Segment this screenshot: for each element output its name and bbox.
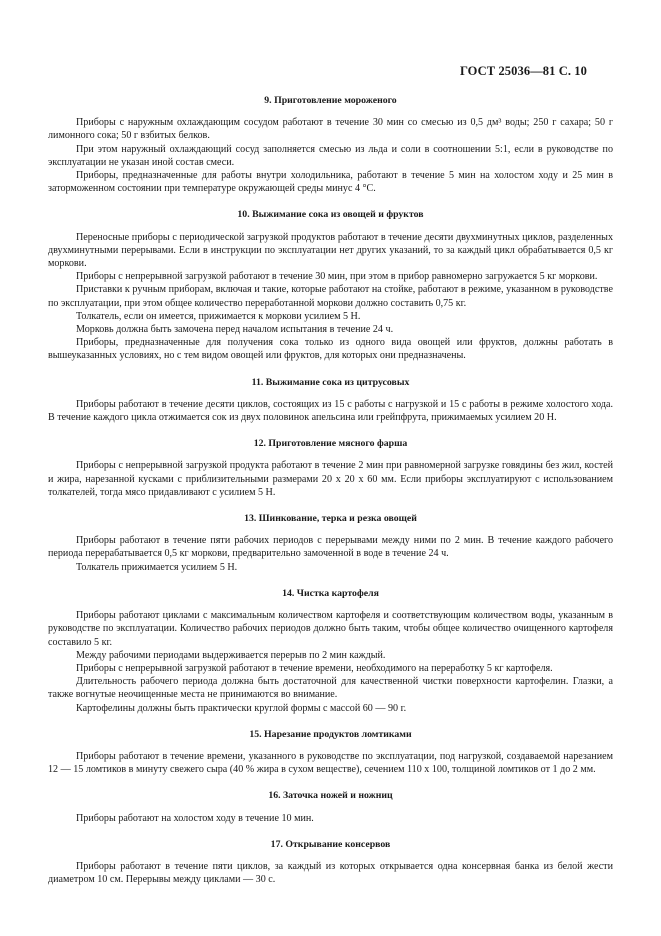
paragraph: Приборы с непрерывной загрузкой работают в течение 30 мин, при этом в прибор равномерно загружается 5 кг моркови. [76,271,598,283]
paragraph: При этом наружный охлаждающий сосуд заполняется смесью из льда и соли в соотношении 5:1, если в руководстве по эксплуатации не указан иной состав смеси. [48,143,613,168]
paragraph: Картофелины должны быть практически круглой формы с массой 60 — 90 г. [76,702,407,714]
section-title: 11. Выжимание сока из цитрусовых [251,376,410,388]
section [48,728,613,777]
section-title: 16. Заточка ножей и ножниц [268,790,393,802]
section-title: 9. Приготовление мороженого [264,95,397,106]
section-title: 17. Открывание консервов [270,838,391,850]
paragraph: Между рабочими периодами выдерживается перерыв по 2 мин каждый. [76,649,386,661]
paragraph: Толкатель прижимается усилием 5 Н. [76,561,238,573]
section-title: 14. Чистка картофеля [282,587,379,599]
section-title: 10. Выжимание сока из овощей и фруктов [237,209,424,221]
paragraph: Длительность рабочего периода должна быть достаточной для качественной чистки поверхности картофелин. Глазки, а также вогнутые неочищенные места не принимаются во внимание. [48,676,613,701]
paragraph: Приборы работают в течение времени, указанного в руководстве по эксплуатации, под нагрузкой, создаваемой нарезанием 12 — 15 ломтиков в минуту свежего сыра (40 % жира в сухом веществе), сечением 110 х 100, толщиной ломтиков от 1 до 2 мм. [48,750,613,776]
section-title: 12. Приготовление мясного фарша [253,438,408,450]
paragraph: Приборы с непрерывной загрузкой работают в течение времени, необходимого на переработку 5 кг картофеля. [76,662,553,674]
paragraph: Приборы работают в течение десяти циклов, состоящих из 15 с работы с нагрузкой и 15 с работы в режиме холостого хода. В течение каждого цикла отжимается сок из двух половинок апельсина или грейпфрута, прижимаемых усилием 20 Н. [48,398,613,424]
section [48,208,613,362]
paragraph: Приставки к ручным приборам, включая и такие, которые работают на стойке, работают в режиме, указанном в руководстве по эксплуатации, при этом общее количество переработанной моркови должно составить 0,75 кг. [48,284,613,309]
section [48,838,613,887]
section [48,789,613,824]
paragraph: Приборы с непрерывной загрузкой продукта работают в течение 2 мин при равномерной загрузке говядины без жил, костей и жира, нарезанной кусками с приблизительными размерами 20 х 20 х 60 мм. Если приборы эксплуатируют с использованием толкателей, тогда мясо придавливают с усилием 5 Н. [48,460,613,498]
section-title: 13. Шинкование, терка и резка овощей [244,513,417,525]
paragraph: Приборы, предназначенные для получения сока только из одного вида овощей или фруктов, должны работать в вышеуказанных условиях, но с тем видом овощей или фруктов, для которых они предназначены. [48,337,613,362]
paragraph: Приборы работают в течение пяти циклов, за каждый из которых открывается одна консервная банка из белой жести диаметром 10 см. Перерывы между циклами — 30 с. [48,860,613,886]
section-title: 15. Нарезание продуктов ломтиками [249,728,412,740]
paragraph: Приборы, предназначенные для работы внутри холодильника, работают в течение 5 мин на холостом ходу и 25 мин в заторможенном состоянии при температуре окружающей среды минус 4 °С. [48,170,613,195]
page-header: ГОСТ 25036—81 С. 10 [459,64,587,78]
section [48,94,613,195]
paragraph: Приборы работают циклами с максимальным количеством картофеля и соответствующим количеством воды, указанным в руководстве по эксплуатации. Количество рабочих периодов должно быть таким, чтобы общее количество очищенного картофеля составило 5 кг. [48,610,613,648]
paragraph: Толкатель, если он имеется, прижимается к моркови усилием 5 Н. [76,310,361,322]
section [48,587,613,715]
document-body [48,94,613,899]
paragraph: Морковь должна быть замочена перед началом испытания в течение 24 ч. [76,324,394,336]
paragraph: Приборы работают в течение пяти рабочих периодов с перерывами между ними по 2 мин. В течение каждого рабочего периода перерабатывается 0,5 кг моркови, предварительно замоченной в воде в течение 24 ч. [48,535,613,560]
paragraph: Переносные приборы с периодической загрузкой продуктов работают в течение десяти двухминутных циклов, разделенных двухминутными перерывами. Если в инструкции по эксплуатации нет других указаний, то за каждый цикл обрабатывается 0,5 кг моркови. [48,231,613,270]
paragraph: Приборы с наружным охлаждающим сосудом работают в течение 30 мин со смесью из 0,5 дм³ воды; 250 г сахара; 50 г лимонного сока; 50 г взбитых белков. [48,117,613,142]
section [48,376,613,425]
section [48,512,613,574]
paragraph: Приборы работают на холостом ходу в течение 10 мин. [76,812,314,824]
section [48,437,613,499]
